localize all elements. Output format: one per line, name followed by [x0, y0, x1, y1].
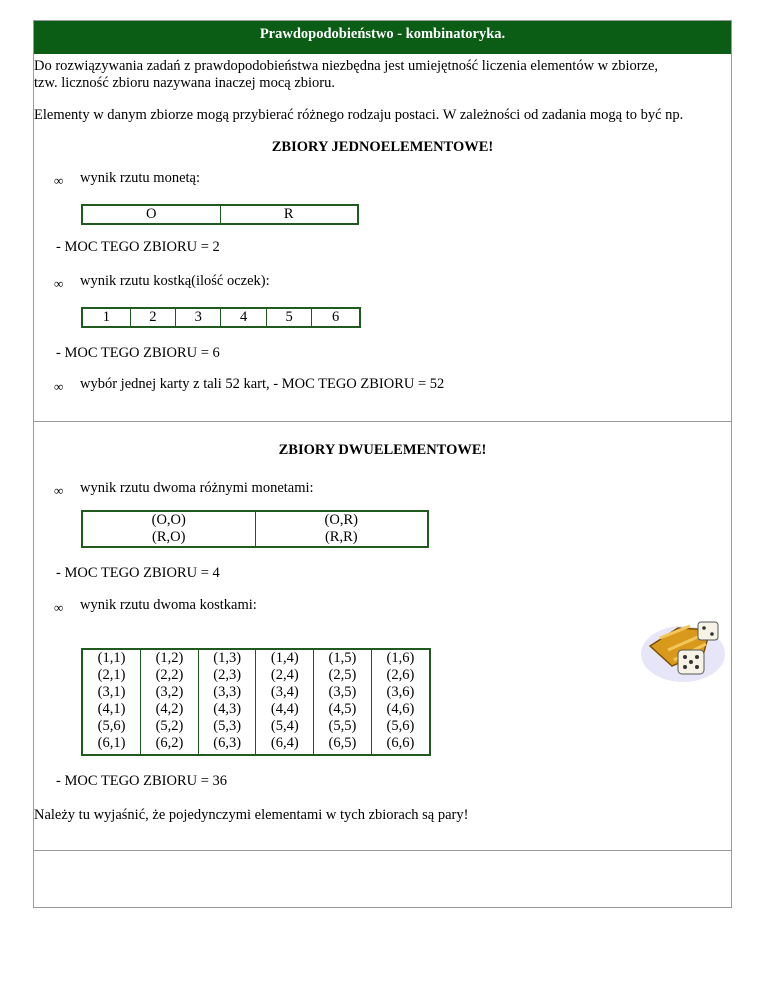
table-cell: (6,1): [97, 735, 126, 751]
table-cell: 5: [266, 308, 311, 327]
table-cell: (4,4): [270, 701, 299, 717]
table-cell: (3,5): [328, 684, 357, 700]
bullet-infinity-icon: ∞: [54, 276, 64, 291]
table-cell: (3,3): [213, 684, 242, 700]
table-cell: (R,R): [255, 529, 428, 547]
coin-label: wynik rzutu monetą:: [80, 170, 201, 186]
table-cell: (3,6): [386, 684, 415, 700]
card-label: wybór jednej karty z tali 52 kart, - MOC TEGO ZBIORU = 52: [80, 376, 445, 392]
table-cell: (4,1): [97, 701, 126, 717]
two-coins-table: [81, 510, 429, 548]
two-coins-label: wynik rzutu dwoma różnymi monetami:: [80, 480, 314, 496]
table-cell: (2,1): [97, 667, 126, 683]
table-cell: (4,2): [155, 701, 184, 717]
two-dice-moc: - MOC TEGO ZBIORU = 36: [56, 773, 228, 789]
dice-illustration-icon: [638, 616, 728, 686]
die-small: [698, 622, 718, 640]
table-cell: (2,3): [213, 667, 242, 683]
table-cell: (O,R): [255, 511, 428, 529]
table-cell: (1,5): [328, 650, 357, 666]
die-label: wynik rzutu kostką(ilość oczek):: [80, 273, 270, 289]
section-heading-single: ZBIORY JEDNOELEMENTOWE!: [271, 139, 494, 155]
table-cell: O: [82, 205, 220, 224]
table-cell: (3,2): [155, 684, 184, 700]
bullet-infinity-icon: ∞: [54, 379, 64, 394]
table-cell: R: [220, 205, 358, 224]
intro-line-2: tzw. liczność zbioru nazywana inaczej mocą zbioru.: [34, 75, 336, 91]
table-cell: (4,3): [213, 701, 242, 717]
table-cell: (2,4): [270, 667, 299, 683]
table-cell: (5,4): [270, 718, 299, 734]
intro-line-1: Do rozwiązywania zadań z prawdopodobieństwa niezbędna jest umiejętność liczenia elementów w zbiorze,: [34, 58, 659, 74]
table-cell: 2: [130, 308, 175, 327]
table-cell: (1,4): [270, 650, 299, 666]
table-cell: 3: [176, 308, 221, 327]
section-divider: [34, 421, 731, 422]
table-cell: (1,3): [213, 650, 242, 666]
table-cell: (5,6): [386, 718, 415, 734]
two-coins-moc: - MOC TEGO ZBIORU = 4: [56, 565, 220, 581]
table-cell: (6,6): [386, 735, 415, 751]
dice-column: [141, 649, 199, 755]
table-cell: (4,6): [386, 701, 415, 717]
table-cell: (5,6): [97, 718, 126, 734]
table-cell: (5,3): [213, 718, 242, 734]
pairs-note: Należy tu wyjaśnić, że pojedynczymi elementami w tych zbiorach są pary!: [34, 807, 469, 823]
dice-column: [371, 649, 430, 755]
table-cell: (O,O): [82, 511, 255, 529]
table-cell: (2,5): [328, 667, 357, 683]
table-cell: (R,O): [82, 529, 255, 547]
table-cell: (6,5): [328, 735, 357, 751]
intro-line-3: Elementy w danym zbiorze mogą przybierać różnego rodzaju postaci. W zależności od zadania mogą to być np.: [34, 107, 684, 123]
table-cell: (1,2): [155, 650, 184, 666]
table-cell: (1,1): [97, 650, 126, 666]
table-cell: (1,6): [386, 650, 415, 666]
two-dice-label: wynik rzutu dwoma kostkami:: [80, 597, 257, 613]
table-cell: (6,2): [155, 735, 184, 751]
table-cell: 6: [312, 308, 360, 327]
table-cell: (6,3): [213, 735, 242, 751]
table-cell: (2,6): [386, 667, 415, 683]
page-title: Prawdopodobieństwo - kombinatoryka.: [34, 21, 731, 54]
table-cell: 1: [82, 308, 130, 327]
table-cell: (3,4): [270, 684, 299, 700]
dice-column: [198, 649, 256, 755]
bullet-infinity-icon: ∞: [54, 483, 64, 498]
table-cell: (5,2): [155, 718, 184, 734]
table-cell: (5,5): [328, 718, 357, 734]
bullet-infinity-icon: ∞: [54, 600, 64, 615]
bullet-infinity-icon: ∞: [54, 173, 64, 188]
page-frame: [33, 20, 732, 908]
table-cell: (6,4): [270, 735, 299, 751]
die-table: [81, 307, 361, 328]
coin-moc: - MOC TEGO ZBIORU = 2: [56, 239, 220, 255]
table-cell: (3,1): [97, 684, 126, 700]
table-cell: (4,5): [328, 701, 357, 717]
section-heading-double: ZBIORY DWUELEMENTOWE!: [278, 442, 487, 458]
section-divider: [34, 850, 731, 851]
table-cell: 4: [221, 308, 266, 327]
dice-column: [314, 649, 372, 755]
dice-column: [256, 649, 314, 755]
die-moc: - MOC TEGO ZBIORU = 6: [56, 345, 220, 361]
dice-column: [82, 649, 141, 755]
table-cell: (2,2): [155, 667, 184, 683]
two-dice-table: [81, 648, 431, 756]
coin-table: [81, 204, 359, 225]
